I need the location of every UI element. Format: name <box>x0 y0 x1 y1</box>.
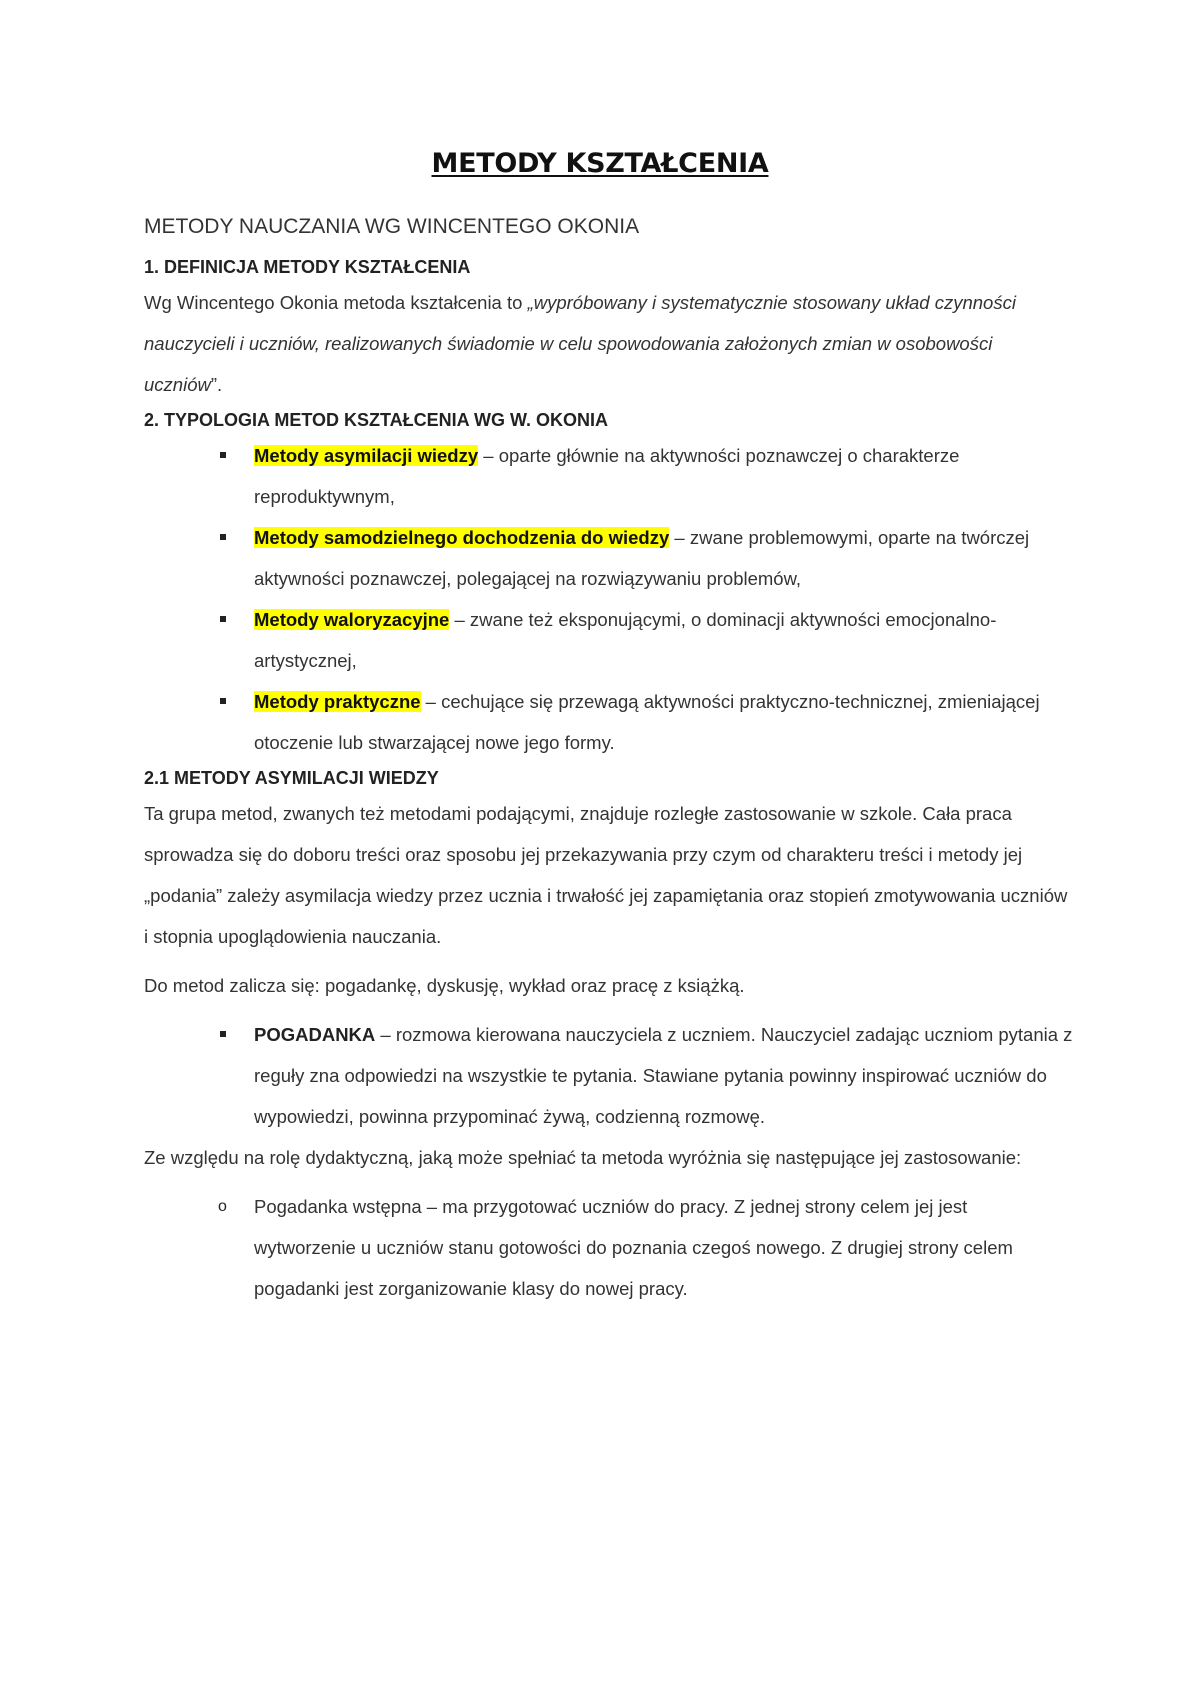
pogadanka-list <box>144 1014 1074 1137</box>
assimilation-paragraph: Ta grupa metod, zwanych też metodami podającymi, znajduje rozległe zastosowanie w szkole. Cała praca sprowadza się do doboru treści oraz sposobu jej przekazywania przy czym od charakteru treści i metody jej „podania” zależy asymilacja wiedzy przez ucznia i trwałość jej zapamiętania oraz stopień zmotywowania uczniów i stopnia upoglądowienia nauczania. <box>144 803 1068 947</box>
section-2-1-heading: 2.1 METODY ASYMILACJI WIEDZY <box>144 768 439 788</box>
application-paragraph: Ze względu na rolę dydaktyczną, jaką może spełniać ta metoda wyróżnia się następujące jej zastosowanie: <box>144 1147 1022 1168</box>
list-item <box>144 1014 1074 1137</box>
definition-paragraph <box>144 282 1074 405</box>
section-1-heading: 1. DEFINICJA METODY KSZTAŁCENIA <box>144 257 471 277</box>
highlighted-term: Metody praktyczne <box>254 691 421 712</box>
application-list <box>144 1186 1074 1309</box>
bold-term: POGADANKA <box>254 1024 376 1045</box>
list-item <box>144 681 1074 763</box>
list-item-text: Pogadanka wstępna – ma przygotować uczniów do pracy. Z jednej strony celem jej jest wytworzenie u uczniów stanu gotowości do poznania czegoś nowego. Z drugiej strony celem pogadanki jest zorganizowanie klasy do nowej pracy. <box>254 1196 1013 1299</box>
list-item <box>144 1186 1074 1309</box>
term-description: – zwane też eksponującymi, o dominacji aktywności emocjonalno-artystycznej, <box>254 609 997 671</box>
section-2-heading: 2. TYPOLOGIA METOD KSZTAŁCENIA WG W. OKONIA <box>144 410 609 430</box>
term-description: – rozmowa kierowana nauczyciela z uczniem. Nauczyciel zadając uczniom pytania z reguły zna odpowiedzi na wszystkie te pytania. Stawiane pytania powinny inspirować uczniów do wypowiedzi, powinna przypominać żywą, codzienną rozmowę. <box>254 1024 1073 1127</box>
definition-quote: „wypróbowany i systematycznie stosowany układ czynności nauczycieli i uczniów, realizowanych świadomie w celu spowodowania założonych zmian w osobowości uczniów <box>144 292 1016 395</box>
term-description: – cechujące się przewagą aktywności praktyczno-technicznej, zmieniającej otoczenie lub stwarzającej nowe jego formy. <box>254 691 1040 753</box>
highlighted-term: Metody asymilacji wiedzy <box>254 445 479 466</box>
list-item <box>144 435 1074 517</box>
circle-bullet-icon: o <box>218 1198 227 1215</box>
main-heading: METODY NAUCZANIA WG WINCENTEGO OKONIA <box>144 215 640 238</box>
document-body <box>144 212 1074 1309</box>
term-description: – oparte głównie na aktywności poznawczej o charakterze reproduktywnym, <box>254 445 960 507</box>
definition-tail: ”. <box>210 374 223 395</box>
list-item <box>144 517 1074 599</box>
highlighted-term: Metody samodzielnego dochodzenia do wiedzy <box>254 527 670 548</box>
document-title: METODY KSZTAŁCENIA <box>431 148 769 179</box>
typology-list <box>144 435 1074 763</box>
list-item <box>144 599 1074 681</box>
highlighted-term: Metody waloryzacyjne <box>254 609 450 630</box>
methods-list-paragraph: Do metod zalicza się: pogadankę, dyskusję, wykład oraz pracę z książką. <box>144 975 745 996</box>
term-description: – zwane problemowymi, oparte na twórczej aktywności poznawczej, polegającej na rozwiązywaniu problemów, <box>254 527 1030 589</box>
definition-intro: Wg Wincentego Okonia metoda kształcenia to <box>144 292 528 313</box>
